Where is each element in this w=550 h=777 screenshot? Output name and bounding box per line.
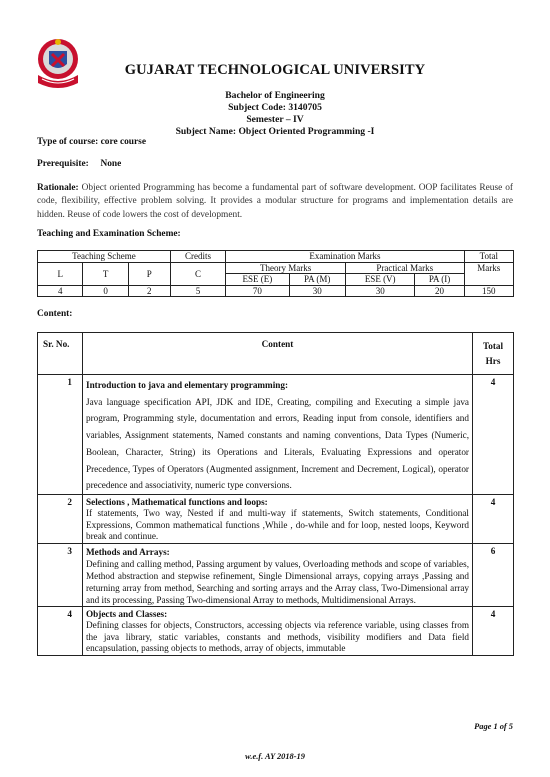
- scheme-value: 20: [415, 285, 464, 297]
- rationale-label: Rationale:: [37, 183, 79, 193]
- l-header: L: [38, 262, 83, 285]
- pa-m-header: PA (M): [289, 274, 345, 286]
- row-text: Defining and calling method, Passing argument by values, Overloading methods and scope of variables, Method abstraction and stepwise refinement, Single Dimensional arrays, copying arrays ,Passing and returning array from method, Searching and sorting arrays and the Array class, Two-Dimensional array and its processing, Passing Two-dimensional Array to methods, Multidimensional Arrays.: [86, 558, 469, 605]
- row-sr-no: 4: [38, 606, 83, 655]
- table-row: [38, 494, 514, 543]
- total-hrs-header: [473, 333, 514, 375]
- content-heading: Content:: [37, 309, 73, 319]
- row-content: [83, 543, 473, 606]
- row-hrs: 4: [473, 606, 514, 655]
- total-header: Total: [464, 251, 513, 263]
- scheme-value: 4: [38, 285, 83, 297]
- row-content: [83, 375, 473, 495]
- university-title: GUJARAT TECHNOLOGICAL UNIVERSITY: [124, 62, 426, 78]
- page-number: Page 1 of 5: [474, 722, 513, 731]
- row-sr-no: 1: [38, 375, 83, 495]
- row-text: Defining classes for objects, Constructors, accessing objects via reference variable, using classes from the java library, static variables, constants and methods, visibility modifiers and Data field encapsulation, passing objects to methods, array of objects, immutable: [86, 620, 469, 654]
- credits-header: Credits: [170, 251, 226, 263]
- rationale: [37, 182, 513, 222]
- theory-marks-header: Theory Marks: [226, 262, 346, 274]
- row-text: Java language specification API, JDK and IDE, Creating, compiling and Executing a simple java program, Programming style, documentation and errors, Reading input from console, identifiers and variables, Assignment statements, Named constants and naming conventions, Data Types (Numeric, Boolean, Character, String) its Operations and Literals, Evaluating Expressions and operator Precedence, Types of Operators (Augmented assignment, Increment and Decrement, Logical), operator precedence and associativity, numeric type conversions.: [86, 396, 469, 491]
- scheme-value: 30: [289, 285, 345, 297]
- row-hrs: 6: [473, 543, 514, 606]
- row-content: [83, 494, 473, 543]
- semester: Semester – IV: [246, 114, 304, 125]
- scheme-value: 5: [170, 285, 226, 297]
- programme: Bachelor of Engineering: [225, 90, 325, 101]
- table-row: [38, 606, 514, 655]
- p-header: P: [128, 262, 170, 285]
- prerequisite-label: Prerequisite:: [37, 159, 89, 169]
- ese-v-header: ESE (V): [345, 274, 415, 286]
- row-title: Methods and Arrays:: [86, 546, 170, 557]
- scheme-heading: Teaching and Examination Scheme:: [37, 229, 181, 239]
- prerequisite: [37, 159, 121, 169]
- rationale-text: Object oriented Programming has become a fundamental part of software development. OOP facilitates Reuse of code, flexibility, effective problem solving. It provides a modular structure for programs and implementation details are hidden. Reuse of code lowers the cost of development.: [37, 183, 514, 220]
- table-row: [38, 375, 514, 495]
- pa-i-header: PA (I): [415, 274, 464, 286]
- row-hrs: 4: [473, 375, 514, 495]
- row-sr-no: 3: [38, 543, 83, 606]
- prerequisite-value: None: [100, 159, 122, 169]
- scheme-value: 30: [345, 285, 415, 297]
- scheme-value: 70: [226, 285, 289, 297]
- practical-marks-header: Practical Marks: [345, 262, 464, 274]
- course-type: Type of course: core course: [37, 137, 146, 147]
- scheme-value: 150: [464, 285, 513, 297]
- scheme-value: 2: [128, 285, 170, 297]
- teaching-scheme-header: Teaching Scheme: [38, 251, 171, 263]
- row-content: [83, 606, 473, 655]
- subject-code: Subject Code: 3140705: [228, 102, 322, 113]
- row-text: If statements, Two way, Nested if and multi-way if statements, Switch statements, Conditional Expressions, Common mathematical functions ,While , do-while and for loop, nested loops, Keyword break and continue.: [86, 508, 469, 542]
- row-hrs: 4: [473, 494, 514, 543]
- row-title: Introduction to java and elementary programming:: [86, 380, 289, 390]
- total-label: Total: [482, 341, 504, 351]
- content-header: Content: [83, 333, 473, 375]
- subject-name: Subject Name: Object Oriented Programming -I: [175, 126, 375, 137]
- scheme-value: 0: [83, 285, 128, 297]
- sr-no-header: Sr. No.: [38, 333, 83, 375]
- scheme-table: [37, 250, 514, 297]
- row-title: Selections , Mathematical functions and loops:: [86, 496, 268, 507]
- marks-header: Marks: [464, 262, 513, 285]
- c-header: C: [170, 262, 226, 285]
- row-sr-no: 2: [38, 494, 83, 543]
- hrs-label: Hrs: [485, 356, 501, 366]
- content-table: [37, 332, 514, 656]
- t-header: T: [83, 262, 128, 285]
- table-row: [38, 543, 514, 606]
- exam-marks-header: Examination Marks: [226, 251, 464, 263]
- row-title: Objects and Classes:: [86, 608, 168, 619]
- effective-year: w.e.f. AY 2018-19: [245, 752, 305, 761]
- ese-e-header: ESE (E): [226, 274, 289, 286]
